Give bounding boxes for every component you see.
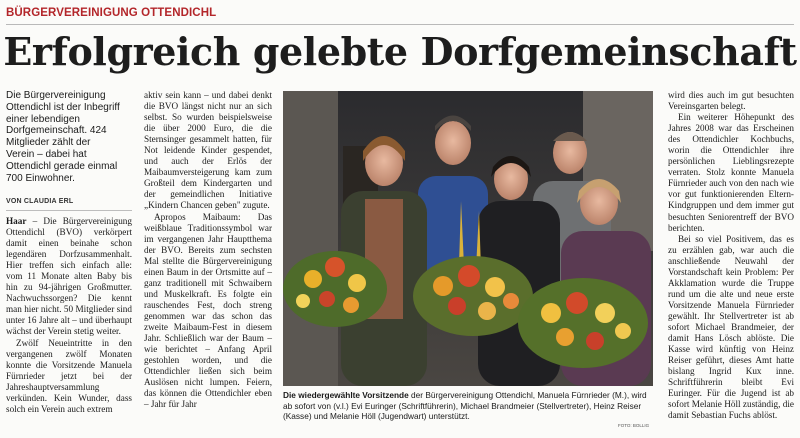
photo-credit: FOTO: BOLLIG [618, 423, 650, 428]
photo-illustration [283, 91, 653, 386]
caption-lead: Die wiedergewählte Vorsitzende [283, 390, 409, 400]
column-2-paragraph-2: Apropos Maibaum: Das weißblaue Traditionssymbol war im vergangenen Jahr Hauptthema der BVO. Bereits zum sechsten Mal stellte die Bürgervereinigung einen Baum in der Ortsmitte auf – ganz traditionell mit Schwaibern und Muskelkraft. Es folgte ein rauschendes Fest, doch streng genommen war das schon das zweite Maibaum-Fest in diesem Jahr. Schließlich war der Baum – wie berichtet – Anfang April gestohlen worden, und die Ottendichler ließen sich beim Auslösen nicht lumpen. Feiern, das können die Ottendichler eben – Jahr für Jahr [144, 211, 272, 410]
article-column-3 [668, 90, 794, 421]
byline-divider [6, 210, 132, 211]
article-column-2 [144, 90, 272, 410]
column-1-paragraph-2: Zwölf Neueintritte in den vergangenen zwölf Monaten konnte die Vorsitzende Manuela Fürnrieder jetzt bei der Jahreshauptversammlung verkünden. Kein Wunder, dass solch ein Verein auch extrem [6, 337, 132, 414]
column-1-paragraph-1: – Die Bürgervereinigung Ottendichl (BVO) verkörpert damit einen beinahe schon legendären Dorfzusammenhalt. Hier treffen sich einfach alle: vom 11 Monate alten Baby bis hin zu 94-jährigen Großmutter. Nachwuchssorgen? Die kennt man hier nicht. 50 Mitglieder sind unter 16 Jahre alt – und überhaupt wächst der Verein stetig weiter. [6, 216, 132, 337]
kicker-divider [6, 24, 794, 25]
author-byline: VON CLAUDIA ERL [6, 198, 74, 205]
bouquet-right [518, 278, 648, 368]
column-3-paragraph-3: Bei so viel Positivem, das es zu erzählen gab, war auch die anschließende Neuwahl der Vorstandschaft kein Problem: Per Akklamation wurde die Truppe rund um die alte und neue erste Vorsitzende Manuela Fürnrieder gewählt. Ihr Stellvertreter ist ab sofort Michael Brandmeier, der damit Hans Lösch ablöste. Die Kasse wird künftig von Heinz Reiser geführt, dieses Amt hatte bislang Ingrid Kux inne. Schriftführerin bleibt Evi Euringer. Für die Jugend ist ab sofort Melanie Höll zuständig, die damit Sebastian Fuchs ablöst. [668, 233, 794, 421]
column-3-paragraph-2: Ein weiterer Höhepunkt des Jahres 2008 war das Erscheinen des Ottendichler Kochbuchs, worin die Ottendichler ihre persönlichen Lieblingsrezepte verraten. Stolz konnte Manuela Fürnrieder auch von den nach wie vor gut funktionierenden Eltern-Kindgruppen und dem immer gut besuchten Seniorentreff der BVO berichten. [668, 112, 794, 233]
dateline: Haar [6, 216, 27, 226]
article-photo [283, 91, 653, 386]
caption-text: der Bürgervereinigung Ottendichl, Manuela Fürnrieder (M.), wird ab sofort von (v.l.) Evi Euringer (Schriftführerin), Michael Brandmeier (Stellvertreter), Heinz Reiser (Kasse) und Melanie Höll (Jugendwart) unterstützt. [283, 390, 647, 421]
article-column-1 [6, 216, 132, 415]
bouquet-left [283, 251, 387, 327]
article-teaser: Die Bürgervereinigung Ottendichl ist der Inbegriff einer lebendigen Dorfgemeinschaft. 424 Mitglieder zählt der Verein – dabei hat Ottendichl gerade einmal 700 Einwohner. [6, 90, 120, 184]
section-kicker: BÜRGERVEREINIGUNG OTTENDICHL [6, 7, 217, 19]
article-headline: Erfolgreich gelebte Dorfgemeinschaft [3, 29, 797, 74]
photo-caption [283, 390, 653, 422]
column-2-paragraph-1: aktiv sein kann – und dabei denkt die BVO längst nicht nur an sich selbst. So wurden beispielsweise die über 2000 Euro, die die Sternsinger gesammelt hatten, für Not leidende Kinder gespendet, und auch der Erlös der Maibaumversteigerung kam zum Großteil dem Kindergarten und der gemeindlichen Initiative „Kindern Chancen geben" zugute. [144, 90, 272, 211]
column-3-paragraph-1: wird dies auch im gut besuchten Vereinsgarten belegt. [668, 90, 794, 112]
